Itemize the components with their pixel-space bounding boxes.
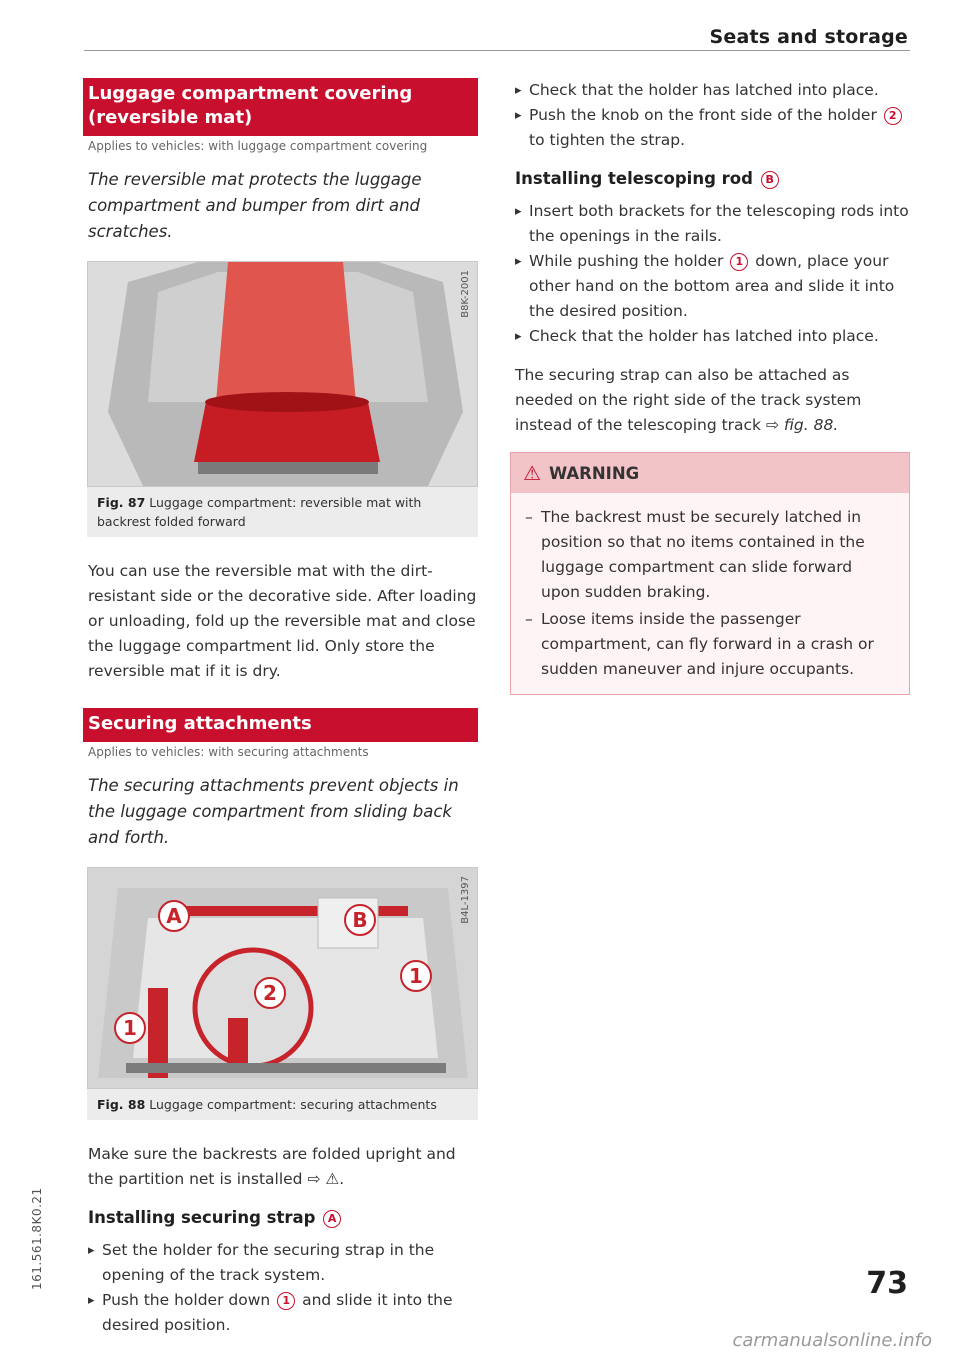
- figure-87-image: [87, 261, 478, 487]
- figure-code: B8K-2001: [460, 270, 471, 318]
- left-column: [83, 78, 478, 1352]
- section-title-securing-attachments: Securing attachments: [83, 708, 478, 742]
- figure-87-caption: [87, 487, 478, 537]
- figure-caption-text: Luggage compartment: securing attachments: [149, 1097, 437, 1112]
- subheading-telescoping-rod: [515, 169, 910, 189]
- callout-label: 1: [409, 964, 423, 988]
- callout-marker: A: [323, 1210, 341, 1228]
- partition-net-note: [88, 1142, 478, 1192]
- side-document-code: 161.561.8K0.21: [30, 1187, 44, 1290]
- callout-label: 1: [123, 1016, 137, 1040]
- watermark: carmanualsonline.info: [732, 1330, 932, 1351]
- luggage-mat-illustration: [88, 262, 478, 486]
- figure-caption-text: Luggage compartment: reversible mat with backrest folded forward: [97, 495, 422, 529]
- page-header-title: Seats and storage: [709, 26, 908, 48]
- warning-header: [511, 453, 909, 493]
- subheading-text: Installing securing strap: [88, 1208, 316, 1227]
- warning-list: [511, 493, 909, 694]
- step-text: down, place your other hand on the bottom area and slide it into the desired position.: [529, 252, 895, 320]
- step-text: to tighten the strap.: [529, 131, 686, 149]
- securing-attachments-illustration: [88, 868, 478, 1088]
- figure-label: Fig. 88: [97, 1097, 146, 1112]
- step-text: While pushing the holder: [529, 252, 724, 270]
- callout-marker: 1: [277, 1292, 295, 1310]
- section-title-reversible-mat: Luggage compartment covering (reversible mat): [83, 78, 478, 136]
- list-item: ▸ Check that the holder has latched into place.: [515, 324, 910, 349]
- securing-strap-steps: [88, 1238, 478, 1338]
- strap-continued-steps: [515, 78, 910, 153]
- step-text: Push the knob on the front side of the holder: [529, 106, 877, 124]
- warning-title: WARNING: [548, 463, 640, 483]
- warning-reference-link[interactable]: ⇨ ⚠.: [307, 1170, 345, 1188]
- step-text: and slide it into the desired position.: [102, 1291, 453, 1334]
- callout-marker: 1: [730, 253, 748, 271]
- subheading-securing-strap: [88, 1208, 478, 1228]
- warning-triangle-icon: ⚠: [523, 461, 541, 485]
- list-item: – Loose items inside the passenger compartment, can fly forward in a crash or sudden maneuver and injure occupants.: [525, 607, 895, 682]
- telescoping-rod-steps: [515, 199, 910, 349]
- list-item: [88, 1288, 478, 1338]
- applies-to-note: Applies to vehicles: with luggage compartment covering: [88, 139, 428, 153]
- callout-label: A: [166, 904, 182, 928]
- step-text: Push the holder down: [102, 1291, 271, 1309]
- note-text: The securing strap can also be attached as needed on the right side of the track system instead of the telescoping track: [515, 366, 862, 434]
- header-rule: [84, 50, 910, 51]
- callout-label: 2: [263, 981, 277, 1005]
- partition-net-text: Make sure the backrests are folded upright and the partition net is installed: [88, 1145, 456, 1188]
- figure-code: B4L-1397: [460, 876, 471, 924]
- callout-marker: B: [761, 171, 779, 189]
- right-column: [510, 78, 910, 695]
- list-item: [515, 249, 910, 324]
- section-intro: The securing attachments prevent objects in the luggage compartment from sliding back and forth.: [88, 776, 459, 847]
- applies-to-note: Applies to vehicles: with securing attachments: [88, 745, 369, 759]
- list-item: [515, 103, 910, 153]
- reversible-mat-body: You can use the reversible mat with the dirt-resistant side or the decorative side. After loading or unloading, fold up the reversible mat and close the luggage compartment lid. Only store the reversible mat if it is dry.: [88, 562, 477, 680]
- figure-88-image: [87, 867, 478, 1089]
- warning-box: [510, 452, 910, 695]
- subheading-text: Installing telescoping rod: [515, 169, 753, 188]
- callout-marker: 2: [884, 107, 902, 125]
- section-intro: The reversible mat protects the luggage compartment and bumper from dirt and scratches.: [88, 170, 422, 241]
- list-item: ▸ Insert both brackets for the telescoping rods into the openings in the rails.: [515, 199, 910, 249]
- list-item: ▸ Set the holder for the securing strap in the opening of the track system.: [88, 1238, 478, 1288]
- page-number: 73: [866, 1266, 908, 1301]
- figure-88-caption: [87, 1089, 478, 1120]
- list-item: – The backrest must be securely latched in position so that no items contained in the luggage compartment can slide forward upon sudden braking.: [525, 505, 895, 605]
- strap-alternative-note: [515, 363, 910, 438]
- list-item: ▸ Check that the holder has latched into place.: [515, 78, 910, 103]
- callout-label: B: [352, 908, 368, 932]
- figure-reference-link[interactable]: ⇨ fig. 88.: [765, 416, 839, 434]
- figure-label: Fig. 87: [97, 495, 146, 510]
